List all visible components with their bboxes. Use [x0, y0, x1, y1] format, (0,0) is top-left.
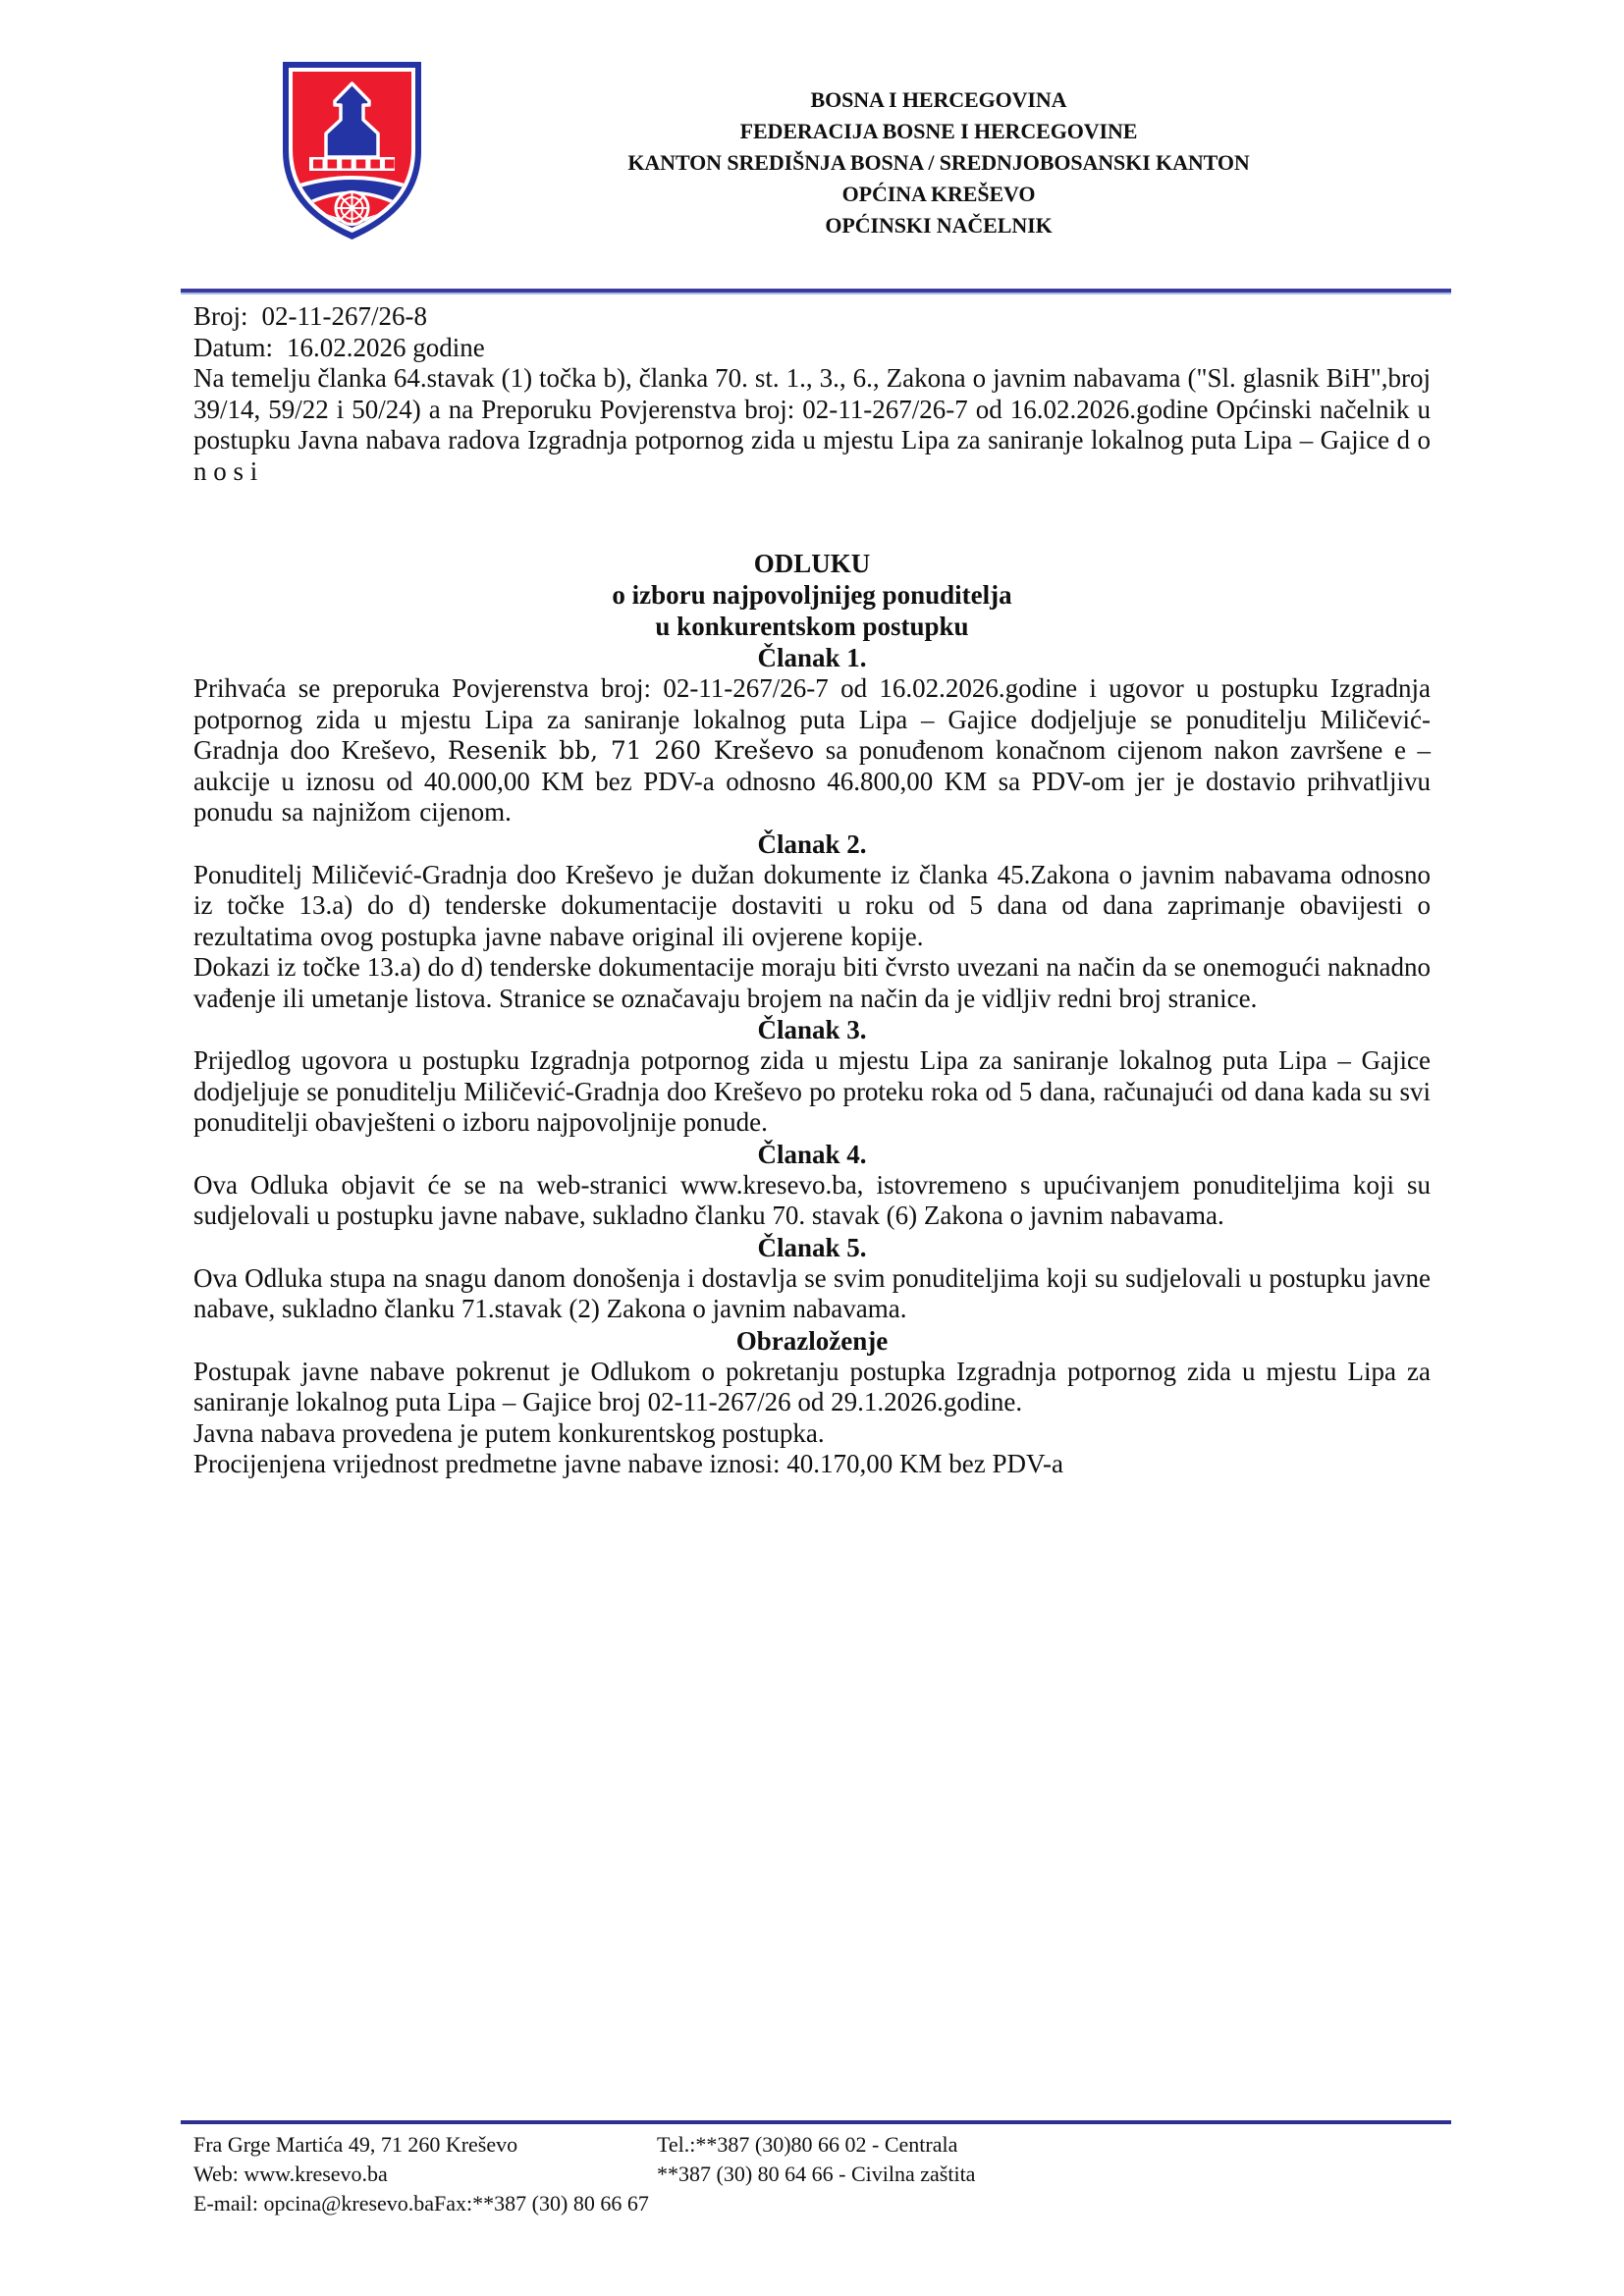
- broj-label: Broj:: [193, 301, 248, 331]
- org-line-canton: KANTON SREDIŠNJA BOSNA / SREDNJOBOSANSKI KANTON: [627, 150, 1250, 175]
- preamble-paragraph: Na temelju članka 64.stavak (1) točka b), članka 70. st. 1., 3., 6., Zakona o javnim nabavama ("Sl. glasnik BiH",broj 39/14, 59/22 i 50/24) a na Preporuku Povjerenstva broj: 02-11-267/26-7 od 16.02.2026.godine Općinski načelnik u postupku Javna nabava radova Izgradnja potpornog zida u mjestu Lipa za saniranje lokalnog puta Lipa – Gajice d o n o s i: [193, 363, 1431, 486]
- article-5-paragraph: Ova Odluka stupa na snagu danom donošenja i dostavlja se svim ponuditeljima koji su sudjelovali u postupku javne nabave, sukladno članku 71.stavak (2) Zakona o javnim nabavama.: [193, 1262, 1431, 1323]
- decision-title: ODLUKU: [753, 549, 871, 578]
- reference-number-line: [193, 300, 1431, 332]
- article-3-heading: Članak 3.: [757, 1015, 867, 1044]
- footer-row-2: [193, 2160, 1451, 2189]
- article-1-text-a: Prihvaća se preporuka Povjerenstva broj: 02-11-267/26-7 od 16.02.2026.godine i ugovor u postupku Izgradnja potpornog zida u mjestu Lipa za saniranje lokalnog puta Lipa – Gajice dodjeljuje se ponuditelju Miličević-Gradnja doo Kreševo,: [193, 673, 1431, 765]
- rationale-paragraph-1: Postupak javne nabave pokrenut je Odlukom o pokretanju postupka Izgradnja potpornog zida u mjestu Lipa za saniranje lokalnog puta Lipa – Gajice broj 02-11-267/26 od 29.1.2026.godine.: [193, 1356, 1431, 1416]
- org-line-municipality: OPĆINA KREŠEVO: [841, 182, 1036, 206]
- reference-date-line: [193, 332, 1431, 363]
- footer-row-1: [193, 2130, 1451, 2160]
- header-divider-rule: [181, 289, 1451, 294]
- decision-title-block: [193, 548, 1431, 642]
- decision-subtitle-1: o izboru najpovoljnijeg ponuditelja: [612, 580, 1012, 610]
- document-body: [193, 300, 1431, 1480]
- decision-subtitle-2: u konkurentskom postupku: [655, 612, 969, 641]
- article-4-heading: Članak 4.: [757, 1139, 867, 1169]
- org-line-mayor: OPĆINSKI NAČELNIK: [825, 213, 1053, 238]
- article-2-paragraph-2: Dokazi iz točke 13.a) do d) tenderske dokumentacije moraju biti čvrsto uvezani na način da se onemogući naknadno vađenje ili umetanje listova. Stranice se označavaju brojem na način da je vidljiv redni broj stranice.: [193, 952, 1431, 1013]
- org-header: [424, 84, 1453, 241]
- rationale-paragraph-2: Javna nabava provedena je putem konkurentskog postupka.: [193, 1417, 825, 1448]
- article-1-heading: Članak 1.: [757, 643, 867, 672]
- footer-address: Fra Grge Martića 49, 71 260 Kreševo: [193, 2132, 518, 2157]
- document-footer: [181, 2120, 1451, 2218]
- article-2-paragraph-1: Ponuditelj Miličević-Gradnja doo Kreševo je dužan dokumente iz članka 45.Zakona o javnim nabavama odnosno iz točke 13.a) do d) tenderske dokumentacije dostaviti u roku od 5 dana od dana zaprimanje obavijesti o rezultatima ovog postupka javne nabave original ili ovjerene kopije.: [193, 859, 1431, 951]
- reference-block: [193, 300, 1431, 363]
- article-1-text-b: sa ponuđenom konačnom cijenom nakon završene e – aukcije u iznosu od 40.000,00 KM bez PDV-a odnosno 46.800,00 KM sa PDV-om jer je dostavio prihvatljivu ponudu sa najnižom cijenom.: [193, 735, 1432, 827]
- broj-value: 02-11-267/26-8: [261, 301, 427, 331]
- footer-row-3: [193, 2189, 1451, 2218]
- article-4-paragraph: Ova Odluka objavit će se na web-stranici www.kresevo.ba, istovremeno s upućivanjem ponuditeljima koji su sudjelovali u postupku javne nabave, sukladno članku 70. stavak (6) Zakona o javnim nabavama.: [193, 1169, 1431, 1230]
- article-1-paragraph: [193, 673, 1431, 828]
- article-3-paragraph: Prijedlog ugovora u postupku Izgradnja potpornog zida u mjestu Lipa za saniranje lokalnog puta Lipa – Gajice dodjeljuje se ponuditelju Miličević-Gradnja doo Kreševo po proteku roka od 5 dana, računajući od dana kada su svi ponuditelji obavješteni o izboru najpovoljnije ponude.: [193, 1045, 1431, 1137]
- footer-phone-central: Tel.:**387 (30)80 66 02 - Centrala: [657, 2132, 958, 2157]
- article-5-heading: Članak 5.: [757, 1232, 867, 1262]
- footer-phone-civil-protection: **387 (30) 80 64 66 - Civilna zaštita: [657, 2162, 976, 2186]
- footer-website: Web: www.kresevo.ba: [193, 2162, 388, 2186]
- datum-label: Datum:: [193, 333, 273, 362]
- coat-of-arms-kresevo: [280, 59, 424, 245]
- rationale-heading: Obrazloženje: [735, 1325, 889, 1356]
- datum-value: 16.02.2026 godine: [287, 333, 485, 362]
- rationale-paragraph-3: Procijenjena vrijednost predmetne javne nabave iznosi: 40.170,00 KM bez PDV-a: [193, 1449, 1064, 1478]
- article-1-address: Resenik bb, 71 260 Kreševo: [447, 736, 815, 765]
- org-line-country: BOSNA I HERCEGOVINA: [810, 87, 1067, 112]
- footer-email-fax: E-mail: opcina@kresevo.baFax:**387 (30) 80 66 67: [193, 2191, 649, 2216]
- article-2-heading: Članak 2.: [757, 828, 867, 859]
- org-line-federation: FEDERACIJA BOSNE I HERCEGOVINE: [739, 119, 1138, 143]
